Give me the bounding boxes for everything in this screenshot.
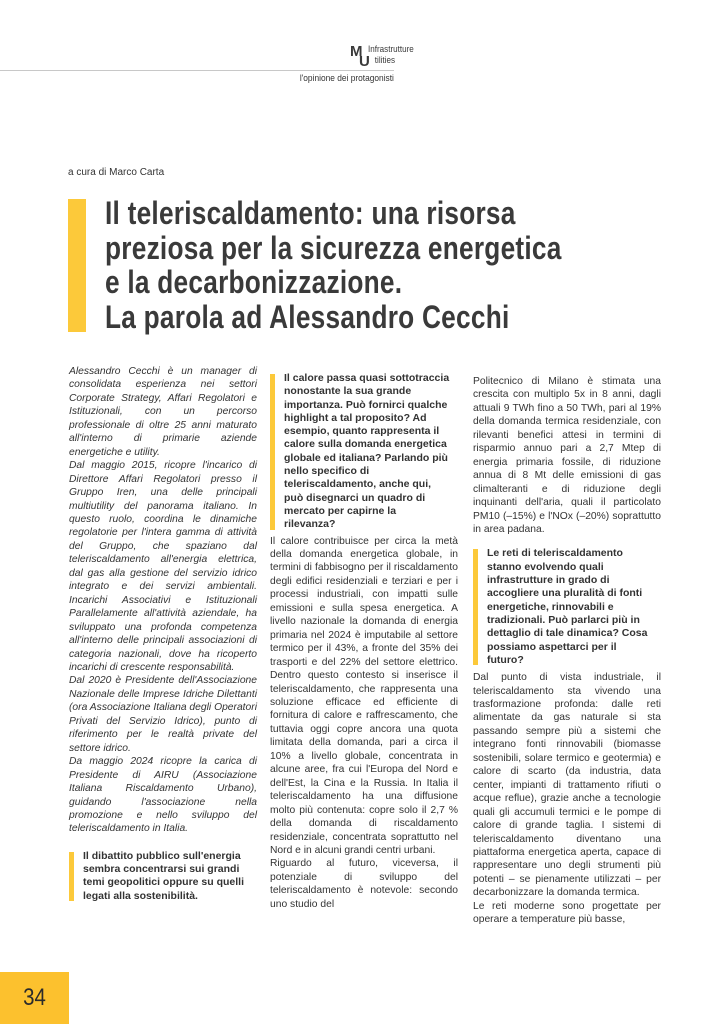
question-3: Le reti di teleriscaldamento stanno evolvendo quali infrastrutture in grado di accogliere una pluralità di fonti energetiche, rinnovabili e tradizionali. Può parlarci più in dettaglio di tale dinamica? Cosa possiamo aspettarci per il futuro? — [473, 547, 656, 667]
section-label: l'opinione dei protagonisti — [299, 73, 394, 84]
answer-paragraph: Riguardo al futuro, viceversa, il potenziale di sviluppo del teleriscaldamento è notevole: secondo uno studio del — [270, 858, 458, 910]
logo-mark-icon — [350, 44, 370, 68]
author-bio — [69, 365, 257, 836]
question-2: Il calore passa quasi sottotraccia nonostante la sua grande importanza. Può fornirci qualche highlight a tal proposito? Ad esempio, quanto rappresenta il calore sulla domanda energetica globale ed italiana? Parlando più nello specifico di teleriscaldamento, anche qui, può disegnarci un quadro di mercato per capirne la rilevanza? — [270, 372, 450, 532]
logo-line-1: Infrastrutture — [368, 44, 414, 55]
title-accent-bar — [68, 199, 86, 332]
title-line: La parola ad Alessandro Cecchi — [105, 298, 510, 335]
article-title — [105, 196, 562, 334]
title-line: Il teleriscaldamento: una risorsa — [105, 195, 516, 231]
byline: a cura di Marco Carta — [68, 167, 165, 178]
title-line: preziosa per la sicurezza energetica — [105, 229, 562, 266]
header-rule — [0, 70, 394, 71]
column-1 — [69, 365, 257, 903]
logo-letter-u: U — [359, 53, 370, 70]
logo-wordmark — [368, 44, 414, 66]
bio-paragraph: Dal maggio 2015, ricopre l'incarico di Direttore Affari Regolatori presso il Gruppo Iren, una delle principali multiutility del panorama italiano. In questo ruolo, coordina le dinamiche regolatorie per l'intera gamma di attività del Gruppo, che spaziano dal teleriscaldamento all'energia elettrica, dal gas alla gestione del servizio idrico integrato e dei servizi ambientali. Incarichi Associativi e Istituzionali Parallelamente all'attività aziendale, ha sviluppato una profonda competenza all'interno delle principali associazioni di categoria nazionali, dove ha ricoperto incarichi di crescente responsabilità. — [69, 460, 257, 673]
question-1: Il dibattito pubblico sull'energia sembra concentrarsi sui grandi temi geopolitici oppure su quelli legati alla sostenibilità. — [69, 850, 244, 903]
logo-line-2: tilities — [374, 55, 396, 66]
bio-paragraph: Da maggio 2024 ricopre la carica di Presidente di AIRU (Associazione Italiana Riscaldamento Urbano), guidando l'associazione nella promozione e nello sviluppo del teleriscaldamento in Italia. — [69, 756, 257, 835]
answer-paragraph: Dal punto di vista industriale, il teleriscaldamento sta vivendo una trasformazione profonda: dalle reti alimentate da gas naturale si sta passando sempre più a sistemi che integrano fonti rinnovabili (biomasse sostenibili, solare termico e geotermia) e calore di scarto (da industria, data center, impianti di trattamento rifiuti o acque reflue), grazie anche a tecnologie quali gli accumuli termici e le pompe di calore di grande taglia. I sistemi di teleriscaldamento diventano una piattaforma energetica aperta, capace di rappresentare uno degli strumenti più potenti – se pienamente utilizzati – per decarbonizzare la domanda termica. — [473, 672, 661, 899]
logo-letter-m: M — [350, 43, 362, 60]
bio-paragraph: Dal 2020 è Presidente dell'Associazione Nazionale delle Imprese Idriche Dilettanti (ora Associazione Italiana degli Operatori Privati del Servizio Idrico), punto di riferimento per le realtà private del settore idrico. — [69, 675, 257, 754]
answer-paragraph: Il calore contribuisce per circa la metà della domanda energetica globale, in termini di fabbisogno per il riscaldamento degli edifici residenziali e terziari e per i processi industriali, con impatti sulle emissioni e sulla spesa energetica. A livello nazionale la domanda di energia primaria nel 2024 è imputabile al settore termico per il 43%, a fronte del 35% dei trasporti e del 22% del settore elettrico. Dentro questo contesto si inserisce il teleriscaldamento, che rappresenta una soluzione efficace ed efficiente di fornitura di calore e raffrescamento, che tuttavia oggi copre ancora una quota limitata della domanda, pari a circa il 10% a livello globale, concentrata in alcune aree, fra cui l'Europa del Nord e dell'Est, la Cina e la Russia. In Italia il teleriscaldamento ha una diffusione molto più contenuta: copre solo il 2,7 % della domanda di riscaldamento residenziale, concentrata soprattutto nel Nord e in alcuni grandi centri urbani. — [270, 535, 458, 856]
magazine-logo — [350, 44, 422, 70]
column-2 — [270, 365, 458, 911]
bio-paragraph: Alessandro Cecchi è un manager di consolidata esperienza nei settori Corporate Strategy, Affari Regolatori e Istituzionali, con un percorso professionale di oltre 25 anni maturato all'interno di primarie aziende energetiche e utility. — [69, 366, 257, 458]
title-line: e la decarbonizzazione. — [105, 264, 403, 300]
page-number: 34 — [23, 984, 46, 1011]
answer-paragraph: Le reti moderne sono progettate per operare a temperature più basse, — [473, 900, 661, 926]
answer-paragraph: Politecnico di Milano è stimata una crescita con multiplo 5x in 8 anni, dagli attuali 9 TWh fino a 50 TWh, pari al 19% della domanda termica residenziale, con rilevanti benefici attesi in termini di risparmio annuo pari a 2,7 Mtep di energia primaria fossile, di riduzione annua di 8 Mt delle emissioni di gas climalteranti e di riduzione degli inquinanti dell'aria, quali il particolato PM10 (–15%) e l'NOx (–20%) soprattutto in area padana. — [473, 376, 661, 535]
column-3 — [473, 365, 661, 927]
